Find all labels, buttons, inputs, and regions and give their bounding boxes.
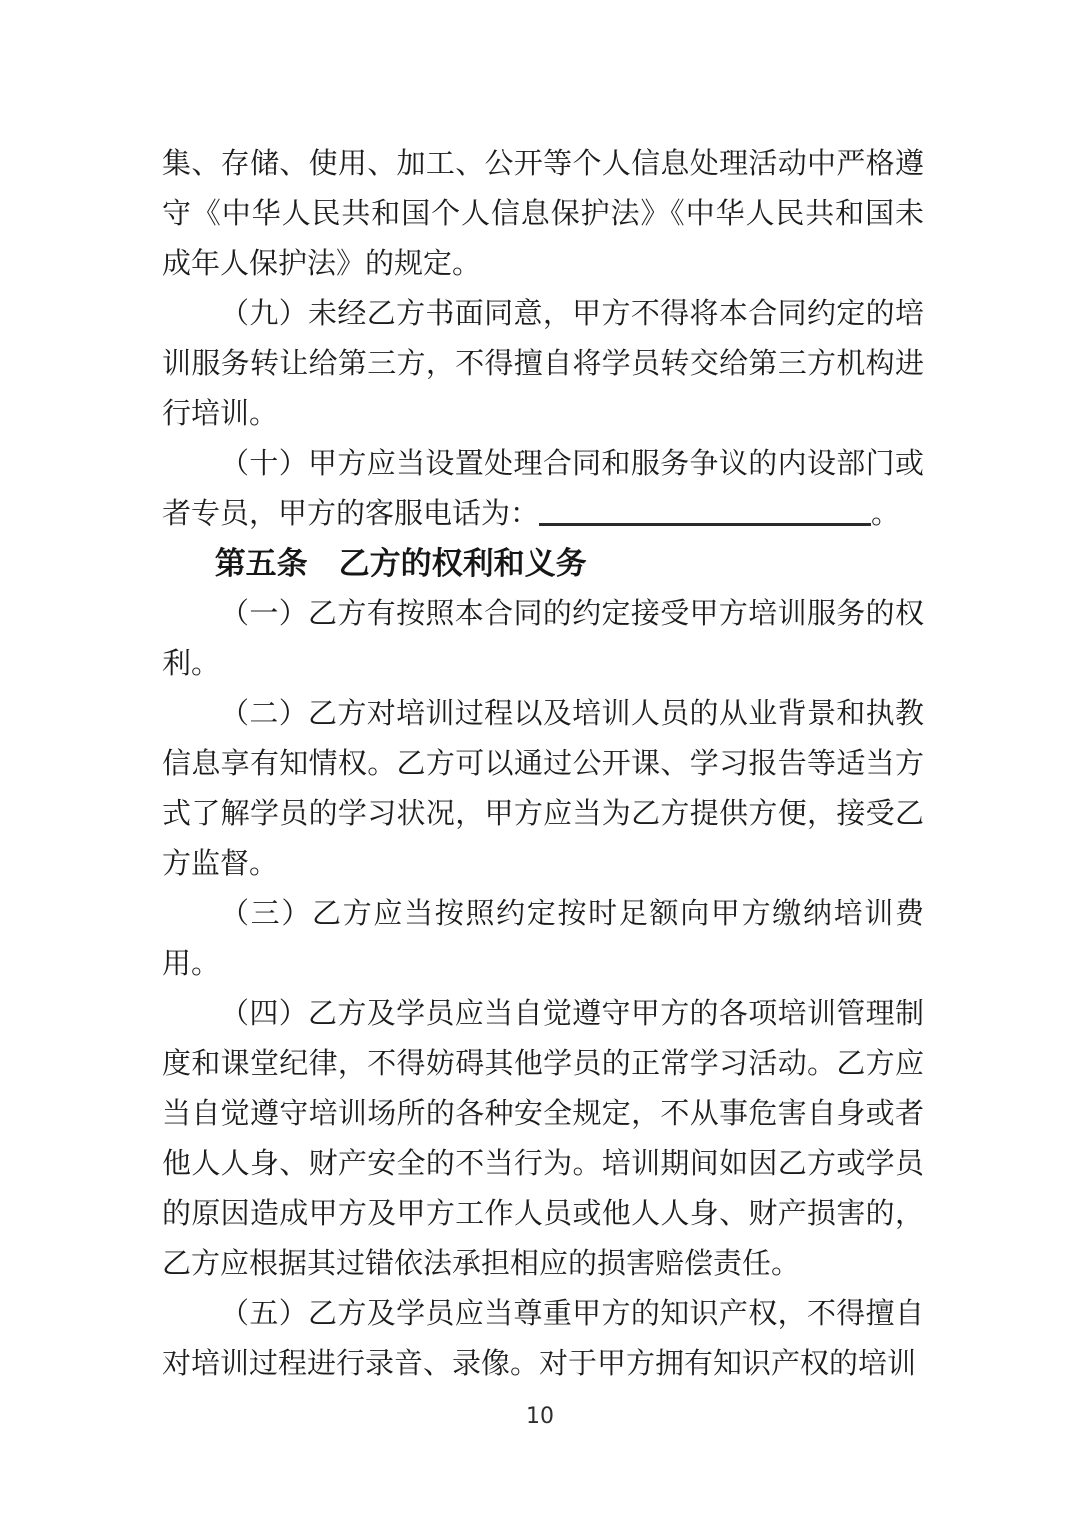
- page-number: 10: [526, 1404, 554, 1429]
- clause-4-rules-and-liability: （四）乙方及学员应当自觉遵守甲方的各项培训管理制度和课堂纪律，不得妨碍其他学员的正常学习活动。乙方应当自觉遵守培训场所的各种安全规定，不从事危害自身或者他人人身、财产安全的不当行为。培训期间如因乙方或学员的原因造成甲方及甲方工作人员或他人人身、财产损害的，乙方应根据其过错依法承担相应的损害赔偿责任。: [162, 998, 924, 1280]
- phone-number-blank-field: [539, 494, 871, 526]
- clause-10-service-hotline: [162, 439, 924, 539]
- contract-body: [162, 139, 924, 1389]
- clause-10-text: （十）甲方应当设置处理合同和服务争议的内设部门或者专员，甲方的客服电话为：: [162, 448, 924, 530]
- article-5-heading: 第五条 乙方的权利和义务: [214, 546, 587, 581]
- clause-1-right-to-training: （一）乙方有按照本合同的约定接受甲方培训服务的权利。: [162, 598, 924, 680]
- clause-10-period: 。: [871, 498, 901, 530]
- clause-2-right-to-information: （二）乙方对培训过程以及培训人员的从业背景和执教信息享有知情权。乙方可以通过公开课、学习报告等适当方式了解学员的学习状况，甲方应当为乙方提供方便，接受乙方监督。: [162, 698, 924, 880]
- clause-9-no-transfer: （九）未经乙方书面同意，甲方不得将本合同约定的培训服务转让给第三方，不得擅自将学员转交给第三方机构进行培训。: [162, 298, 924, 430]
- clause-3-pay-fees: （三）乙方应当按照约定按时足额向甲方缴纳培训费用。: [162, 898, 924, 980]
- paragraph-continuation-privacy-laws: 集、存储、使用、加工、公开等个人信息处理活动中严格遵守《中华人民共和国个人信息保护法》《中华人民共和国未成年人保护法》的规定。: [162, 148, 924, 280]
- page-footer: [0, 1404, 1080, 1430]
- clause-5-intellectual-property: （五）乙方及学员应当尊重甲方的知识产权，不得擅自对培训过程进行录音、录像。对于甲方拥有知识产权的培训: [162, 1298, 924, 1380]
